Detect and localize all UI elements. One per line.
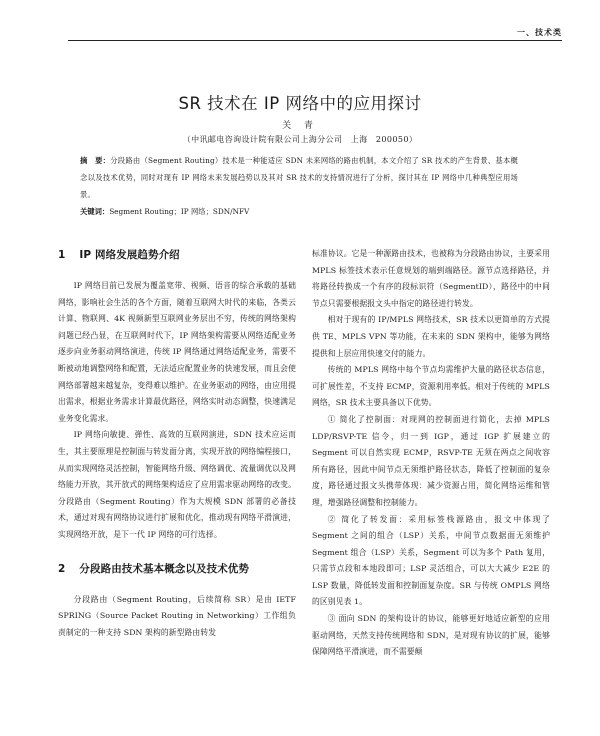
section-1-heading bbox=[58, 246, 296, 264]
section-1-number: 1 bbox=[58, 249, 66, 261]
body-paragraph: 标准协议。它是一种源路由技术，也被称为分段路由协议，主要采用 MPLS 标签技术表示任意规划的端到端路径。源节点选择路径，并将路径转换成一个有序的段标识符（SegmentID），路径中的中间节点只需要根据报文头中指定的路径进行转发。 bbox=[312, 249, 550, 308]
running-head: 一、技术类 bbox=[517, 28, 562, 37]
advantage-item: ② 简化了转发面：采用标签栈源路由，报文中体现了 Segment 之间的组合（LSP）关系，中间节点数据面无须维护 Segment 组合（LSP）关系，Segment 可以为多个 Path 复用，只需节点段和本地段即可；LSP 灵活组合，可以大大减少 E2E 的 LSP 数量，降低转发面和控制面复杂度。SR 与传统 OMPLS 网络的区别见表 1。 bbox=[312, 514, 550, 607]
section-2-title: 分段路由技术基本概念以及技术优势 bbox=[79, 562, 250, 575]
author-name: 关 青 bbox=[282, 121, 318, 131]
abstract bbox=[80, 152, 518, 203]
abstract-text: 分段路由（Segment Routing）技术是一种能适应 SDN 未来网络的路由机制，本文介绍了 SR 技术的产生背景、基本概念以及技术优势，同时对现有 IP 网络未来发展趋势以及其对 SR 技术的支持情况进行了分析，探讨其在 IP 网络中几种典型应用场景。 bbox=[80, 156, 518, 199]
section-2-number: 2 bbox=[58, 562, 66, 575]
header-rule bbox=[68, 40, 562, 41]
body-paragraph: 传统的 MPLS 网络中每个节点均需维护大量的路径状态信息，可扩展性差，不支持 ECMP，资源利用率低。相对于传统的 MPLS 网络，SR 技术主要具备以下优势。 bbox=[312, 365, 550, 408]
keywords-text: Segment Routing；IP 网络；SDN/NFV bbox=[109, 207, 250, 216]
paper-title: SR 技术在 IP 网络中的应用探讨 bbox=[178, 94, 422, 113]
section-1-title: IP 网络发展趋势介绍 bbox=[79, 249, 180, 261]
right-column bbox=[312, 246, 550, 661]
keywords-label: 关键词： bbox=[80, 207, 110, 216]
advantage-item: ③ 面向 SDN 的架构设计的协议，能够更好地适应新型的应用驱动网络，天然支持传统网络和 SDN，是对现有协议的扩展，能够保障网络平滑演进，而不需要颠 bbox=[312, 614, 550, 657]
abstract-label: 摘 要： bbox=[80, 156, 111, 165]
section-2-paragraph: 分段路由（Segment Routing，后续简称 SR）是由 IETF SPRING（Source Packet Routing in Networking）工作组负责制定的一种支持 SDN 架构的新型路由转发 bbox=[58, 594, 296, 637]
section-2-heading bbox=[58, 560, 296, 578]
author-affiliation: （中讯邮电咨询设计院有限公司上海分公司 上海 200050） bbox=[182, 135, 418, 144]
left-column bbox=[58, 246, 296, 641]
body-paragraph: 相对于现有的 IP/MPLS 网络技术，SR 技术以更简单的方式提供 TE、MPLS VPN 等功能，在未来的 SDN 架构中，能够为网络提供和上层应用快速交付的能力。 bbox=[312, 315, 550, 358]
section-1-paragraph: IP 网络目前已发展为覆盖宽带、视频、语音的综合承载的基础网络，影响社会生活的各个方面，随着互联网大时代的来临，各类云计算、物联网、4K 视频新型互联网业务层出不穷，传统的网络架构问题已经凸显，在互联网时代下，IP 网络架构需要从网络适配业务逐步向业务驱动网络演进，传统 IP 网络通过网络适配业务，需要不断被动地调整网络和配置，无法适应配置业务的快速发展，而且会使网络部署越来越复杂，变得难以维护。在业务驱动的网络，由应用提出需求，根据业务需求计算最优路径，网络实时动态调整，快速满足业务变化需求。 bbox=[58, 281, 296, 423]
keywords bbox=[80, 207, 249, 217]
advantage-item: ① 简化了控制面：对现网的控制面进行简化，去掉 MPLS LDP/RSVP-TE 信令，归一到 IGP，通过 IGP 扩展建立的 Segment 可以自然实现 ECMP，RSVP-TE 无须在两点之间收容所有路径，因此中间节点无须维护路径状态，降低了控制面的复杂度，路径通过报文头携带体现：减少资源占用，简化网络运维和管理，增强路径调整和控制能力。 bbox=[312, 414, 550, 507]
section-1-paragraph: IP 网络向敏捷、弹性、高效的互联网演进，SDN 技术应运而生，其主要原理是控制面与转发面分离，实现开放的网络编程接口，从而实现网络灵活控制，智能网络升级、网络调优、流量调优以及网络能力开放，其开放式的网络架构适应了应用需求驱动网络的改变。分段路由（Segment Routing）作为大规模 SDN 部署的必备技术，通过对现有网络协议进行扩展和优化，推动现有网络平滑演进，实现网络开放，是下一代 IP 网络的可行选择。 bbox=[58, 430, 296, 539]
